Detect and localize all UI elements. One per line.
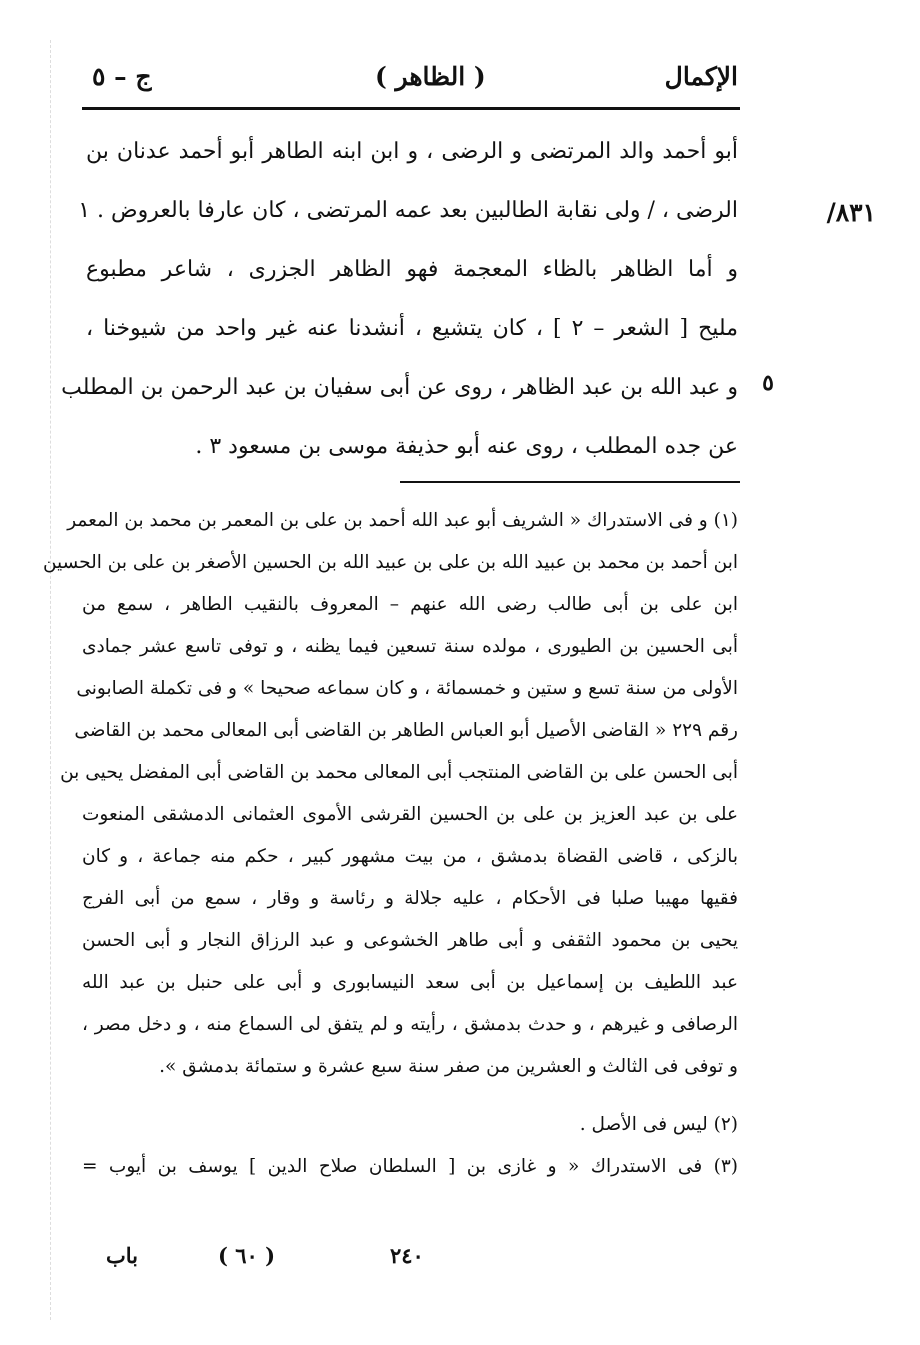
footnote-line: (١) و فى الاستدراك « الشريف أبو عبد الله أحمد بن على بن المعمر بن محمد بن المعمر: [67, 510, 738, 531]
footnote-line: يحيى بن محمود الثقفى و أبى طاهر الخشوعى و عبد الرزاق النجار و أبى الحسن: [82, 930, 738, 951]
footnote-line: ابن أحمد بن محمد بن عبيد الله بن على بن عبيد الله بن الحسين الأصغر بن على بن الحسين: [42, 552, 738, 573]
footnote-line: فقيها مهيبا صلبا فى الأحكام ، عليه جلالة و رئاسة و وقار ، سمع من أبى الفرج: [82, 888, 738, 909]
footnote-line: أبى الحسين بن الطيورى ، مولده سنة تسعين فيما يظنه ، و توفى تاسع عشر جمادى: [82, 636, 738, 657]
margin-line-number: ٥: [762, 370, 774, 396]
footnote-line: بالزكى ، قاضى القضاة بدمشق ، من بيت مشهور كبير ، حكم منه جماعة ، و كان: [82, 846, 738, 867]
main-text-line: مليح [ الشعر – ٢ ] ، كان يتشيع ، أنشدنا عنه غير واحد من شيوخنا ،: [86, 316, 739, 341]
scan-edge-marks: [50, 40, 51, 1320]
header-rule: [82, 107, 740, 110]
footnote-line: الرصافى و غيرهم ، و حدث بدمشق ، رأيته و لم يتفق لى السماع منه ، و دخل مصر ،: [82, 1014, 738, 1035]
footer-catchword: باب: [106, 1243, 139, 1268]
footnote-separator: [400, 481, 740, 483]
margin-page-reference: /٨٣١: [826, 198, 876, 227]
main-text-line: و عبد الله بن عبد الظاهر ، روى عن أبى سفيان بن عبد الرحمن بن المطلب: [61, 375, 738, 400]
footnote-line: عبد اللطيف بن إسماعيل بن أبى سعد النيسابورى و أبى على حنبل بن عبد الله: [82, 972, 738, 993]
main-text-line: عن جده المطلب ، روى عنه أبو حذيفة موسى بن مسعود ٣ .: [195, 434, 738, 459]
footnote-3: (٣) فى الاستدراك « و غازى بن [ السلطان صلاح الدين ] يوسف بن أيوب =: [82, 1156, 738, 1177]
header-volume: ج – ٥: [92, 62, 152, 91]
footnote-line: و توفى فى الثالث و العشرين من صفر سنة سبع عشرة و ستمائة بدمشق ».: [159, 1056, 738, 1077]
footer-sheet-number: ( ٦٠ ): [218, 1243, 276, 1268]
main-text-line: أبو أحمد والد المرتضى و الرضى ، و ابن ابنه الطاهر أبو أحمد عدنان بن: [86, 139, 738, 164]
footnote-line: ابن على بن أبى طالب رضى الله عنهم – المعروف بالنقيب الطاهر ، سمع من: [82, 594, 738, 615]
footnote-line: أبى الحسن على بن القاضى المنتجب أبى المعالى محمد بن القاضى أبى المفضل يحيى بن: [60, 762, 738, 783]
footnote-2: (٢) ليس فى الأصل .: [579, 1114, 738, 1135]
footer-page-number: ٢٤٠: [390, 1243, 424, 1268]
footnote-line: رقم ٢٢٩ « القاضى الأصيل أبو العباس الطاهر بن القاضى أبى المعالى محمد بن القاضى: [74, 720, 738, 741]
header-book-title: الإكمال: [664, 62, 738, 91]
footnote-line: على بن عبد العزيز بن على بن الحسين القرشى الأموى العثمانى الدمشقى المنعوت: [82, 804, 738, 825]
main-text-line: و أما الظاهر بالظاء المعجمة فهو الظاهر الجزرى ، شاعر مطبوع: [86, 257, 738, 282]
main-text-line: الرضى ، / ولى نقابة الطالبين بعد عمه المرتضى ، كان عارفا بالعروض . ١: [78, 198, 738, 223]
footnote-line: الأولى من سنة تسع و ستين و خمسمائة ، و كان سماعه صحيحا » و فى تكملة الصابونى: [76, 678, 738, 699]
running-header: [0, 62, 920, 102]
header-section-title: ( الظاهر ): [375, 62, 486, 91]
